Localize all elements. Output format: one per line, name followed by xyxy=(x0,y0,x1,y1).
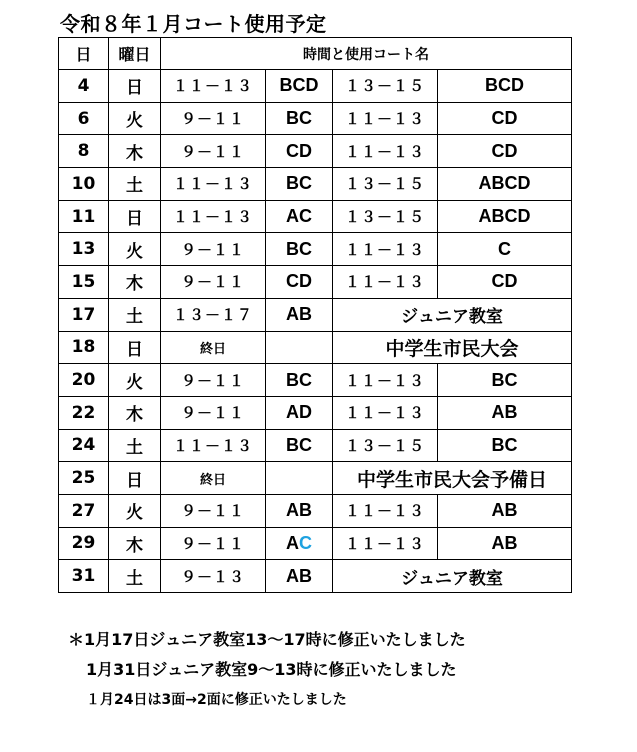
note-line: １月24日は3面→2面に修正いたしました xyxy=(86,692,347,708)
schedule-table xyxy=(58,37,572,593)
day-cell: 11 xyxy=(59,200,109,233)
day-cell: 13 xyxy=(59,233,109,266)
weekday-cell: 日 xyxy=(109,70,161,103)
court-slot-1 xyxy=(266,527,333,560)
court-slot-1: BC xyxy=(266,102,333,135)
time-slot-2: １１－１３ xyxy=(333,527,438,560)
weekday-cell: 日 xyxy=(109,462,161,495)
time-slot-1: １１－１３ xyxy=(161,200,266,233)
time-slot-2: １１－１３ xyxy=(333,233,438,266)
court-slot-1: AD xyxy=(266,396,333,429)
weekday-cell: 日 xyxy=(109,331,161,364)
table-row xyxy=(59,364,572,397)
table-row xyxy=(59,102,572,135)
time-slot-2: １３－１５ xyxy=(333,200,438,233)
table-row xyxy=(59,331,572,364)
court-cell xyxy=(266,462,333,495)
court-slot-2: BC xyxy=(438,364,572,397)
weekday-cell: 土 xyxy=(109,429,161,462)
weekday-cell: 土 xyxy=(109,298,161,331)
weekday-cell: 火 xyxy=(109,494,161,527)
weekday-cell: 木 xyxy=(109,135,161,168)
time-slot-1: ９－１１ xyxy=(161,135,266,168)
court-letter-highlight: C xyxy=(299,532,312,553)
allday-cell: 終日 xyxy=(161,331,266,364)
day-cell: 15 xyxy=(59,266,109,299)
event-cell: ジュニア教室 xyxy=(333,560,572,593)
table-row xyxy=(59,560,572,593)
table-row xyxy=(59,70,572,103)
header-day: 日 xyxy=(59,38,109,70)
time-slot-2: １１－１３ xyxy=(333,494,438,527)
table-row xyxy=(59,429,572,462)
day-cell: 8 xyxy=(59,135,109,168)
court-slot-1: AB xyxy=(266,298,333,331)
note-line: 1月31日ジュニア教室9～13時に修正いたしました xyxy=(86,660,457,679)
header-times: 時間と使用コート名 xyxy=(161,38,572,70)
time-slot-1: ９－１１ xyxy=(161,266,266,299)
day-cell: 31 xyxy=(59,560,109,593)
time-slot-1: １３－１７ xyxy=(161,298,266,331)
court-slot-1: CD xyxy=(266,266,333,299)
time-slot-2: １１－１３ xyxy=(333,396,438,429)
court-slot-2: BC xyxy=(438,429,572,462)
time-slot-2: １１－１３ xyxy=(333,135,438,168)
event-cell: 中学生市民大会 xyxy=(333,331,572,364)
day-cell: 18 xyxy=(59,331,109,364)
table-header-row xyxy=(59,38,572,70)
time-slot-1: ９－１１ xyxy=(161,364,266,397)
day-cell: 24 xyxy=(59,429,109,462)
table-row xyxy=(59,135,572,168)
table-row xyxy=(59,200,572,233)
table-row xyxy=(59,298,572,331)
weekday-cell: 日 xyxy=(109,200,161,233)
time-slot-2: １１－１３ xyxy=(333,364,438,397)
note-line: ＊1月17日ジュニア教室13～17時に修正いたしました xyxy=(68,630,466,649)
weekday-cell: 火 xyxy=(109,102,161,135)
day-cell: 22 xyxy=(59,396,109,429)
table-row xyxy=(59,266,572,299)
weekday-cell: 火 xyxy=(109,233,161,266)
day-cell: 10 xyxy=(59,168,109,201)
time-slot-1: １１－１３ xyxy=(161,168,266,201)
weekday-cell: 火 xyxy=(109,364,161,397)
time-slot-1: ９－１１ xyxy=(161,527,266,560)
court-slot-2: C xyxy=(438,233,572,266)
court-slot-1: BC xyxy=(266,233,333,266)
court-slot-1: AB xyxy=(266,494,333,527)
time-slot-1: ９－１１ xyxy=(161,494,266,527)
table-row xyxy=(59,168,572,201)
day-cell: 6 xyxy=(59,102,109,135)
event-cell: ジュニア教室 xyxy=(333,298,572,331)
time-slot-1: ９－１３ xyxy=(161,560,266,593)
time-slot-1: ９－１１ xyxy=(161,396,266,429)
court-slot-2: AB xyxy=(438,396,572,429)
court-slot-1: CD xyxy=(266,135,333,168)
time-slot-1: ９－１１ xyxy=(161,102,266,135)
court-slot-1: BC xyxy=(266,429,333,462)
page-title: 令和８年１月コート使用予定 xyxy=(60,12,327,36)
time-slot-2: １１－１３ xyxy=(333,266,438,299)
court-slot-1: BC xyxy=(266,168,333,201)
court-slot-2: ABCD xyxy=(438,200,572,233)
event-cell: 中学生市民大会予備日 xyxy=(333,462,572,495)
time-slot-2: １１－１３ xyxy=(333,102,438,135)
table-row xyxy=(59,233,572,266)
court-slot-2: BCD xyxy=(438,70,572,103)
day-cell: 4 xyxy=(59,70,109,103)
court-slot-1: AC xyxy=(266,200,333,233)
court-slot-1: AB xyxy=(266,560,333,593)
notes xyxy=(68,625,466,715)
table-row xyxy=(59,396,572,429)
time-slot-1: ９－１１ xyxy=(161,233,266,266)
weekday-cell: 木 xyxy=(109,396,161,429)
day-cell: 17 xyxy=(59,298,109,331)
time-slot-2: １３－１５ xyxy=(333,168,438,201)
court-slot-2: AB xyxy=(438,494,572,527)
weekday-cell: 土 xyxy=(109,560,161,593)
court-slot-1: BCD xyxy=(266,70,333,103)
day-cell: 27 xyxy=(59,494,109,527)
weekday-cell: 土 xyxy=(109,168,161,201)
court-slot-2: CD xyxy=(438,102,572,135)
court-cell xyxy=(266,331,333,364)
weekday-cell: 木 xyxy=(109,527,161,560)
court-slot-2: AB xyxy=(438,527,572,560)
court-slot-1: BC xyxy=(266,364,333,397)
time-slot-1: １１－１３ xyxy=(161,429,266,462)
court-slot-2: CD xyxy=(438,266,572,299)
table-row xyxy=(59,527,572,560)
day-cell: 25 xyxy=(59,462,109,495)
day-cell: 29 xyxy=(59,527,109,560)
court-letter: A xyxy=(286,532,299,553)
court-slot-2: CD xyxy=(438,135,572,168)
time-slot-2: １３－１５ xyxy=(333,429,438,462)
table-row xyxy=(59,494,572,527)
table-row xyxy=(59,462,572,495)
header-weekday: 曜日 xyxy=(109,38,161,70)
weekday-cell: 木 xyxy=(109,266,161,299)
day-cell: 20 xyxy=(59,364,109,397)
allday-cell: 終日 xyxy=(161,462,266,495)
time-slot-1: １１－１３ xyxy=(161,70,266,103)
court-slot-2: ABCD xyxy=(438,168,572,201)
time-slot-2: １３－１５ xyxy=(333,70,438,103)
